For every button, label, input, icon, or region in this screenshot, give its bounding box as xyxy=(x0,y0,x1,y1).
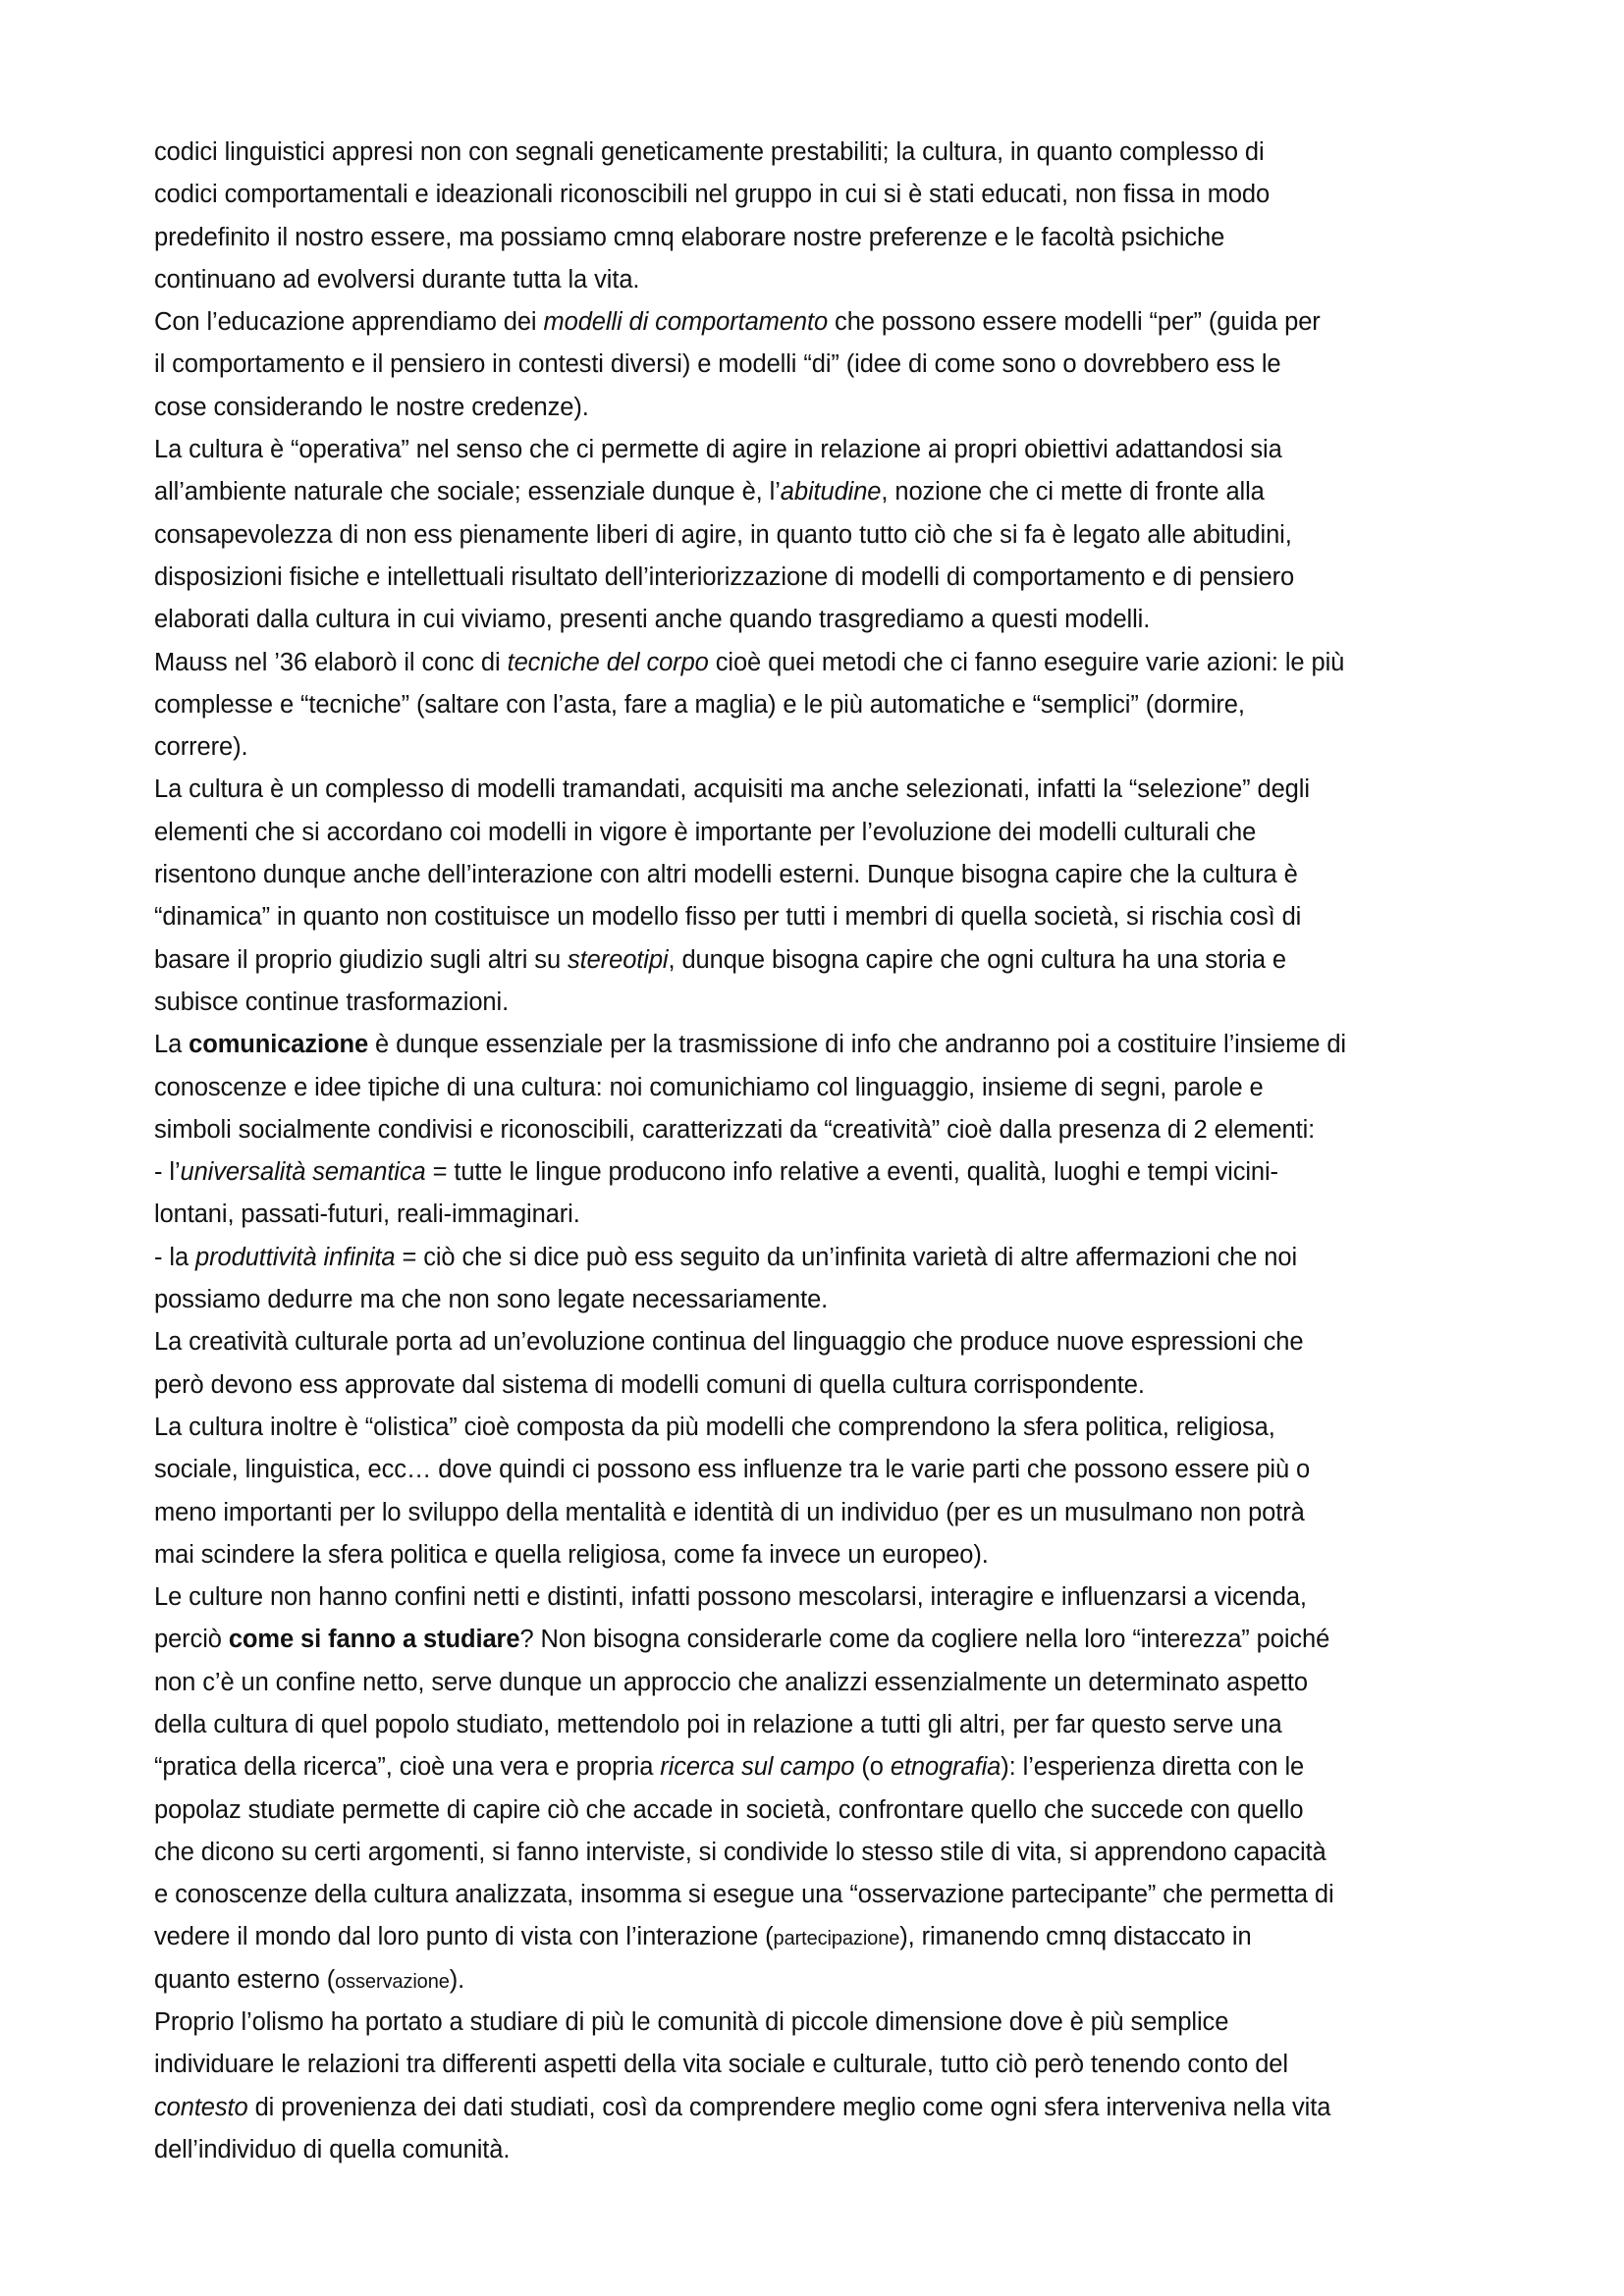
text-line xyxy=(154,1279,1489,1321)
text-segment: meno importanti per lo sviluppo della mentalità e identità di un individuo (per es un musulmano non potrà xyxy=(154,1498,1305,1526)
italic-term: modelli di comportamento xyxy=(543,308,829,337)
text-segment: elaborati dalla cultura in cui viviamo, presenti anche quando trasgrediamo a questi modelli. xyxy=(154,606,1151,634)
text-segment: disposizioni fisiche e intellettuali risultato dell’interiorizzazione di modelli di comportamento e di pensiero xyxy=(154,562,1295,591)
text-segment: , dunque bisogna capire che ogni cultura ha una storia e xyxy=(668,945,1287,974)
text-segment: cioè quei metodi che ci fanno eseguire varie azioni: le più xyxy=(708,648,1345,676)
text-line xyxy=(154,1237,1489,1279)
body-text xyxy=(154,132,1489,2171)
text-line xyxy=(154,1832,1489,1874)
text-line xyxy=(154,471,1489,513)
text-line xyxy=(154,1959,1489,2002)
text-line xyxy=(154,259,1489,301)
text-line xyxy=(154,1449,1489,1491)
text-segment: La cultura inoltre è “olistica” cioè composta da più modelli che comprendono la sfera politica, religiosa, xyxy=(154,1413,1275,1441)
text-line xyxy=(154,812,1489,854)
text-line xyxy=(154,514,1489,557)
italic-term: abitudine xyxy=(780,478,882,507)
small-note: osservazione xyxy=(335,1970,450,1993)
text-segment: perciò xyxy=(154,1626,229,1654)
text-line xyxy=(154,896,1489,938)
text-segment: La creatività culturale porta ad un’evoluzione continua del linguaggio che produce nuove espressioni che xyxy=(154,1328,1304,1357)
italic-term: contesto xyxy=(154,2093,248,2121)
text-line xyxy=(154,1151,1489,1194)
text-segment: (o xyxy=(854,1753,891,1782)
text-line xyxy=(154,684,1489,726)
text-segment: all’ambiente naturale che sociale; essenziale dunque è, l’ xyxy=(154,478,781,507)
text-segment: ? Non bisogna considerarle come da cogliere nella loro “interezza” poiché xyxy=(519,1626,1330,1654)
text-segment: lontani, passati-futuri, reali-immaginari. xyxy=(154,1201,580,1229)
text-segment: è dunque essenziale per la trasmissione di info che andranno poi a costituire l’insieme di xyxy=(368,1031,1346,1059)
italic-term: universalità semantica xyxy=(180,1158,426,1187)
text-line xyxy=(154,939,1489,982)
text-line xyxy=(154,1874,1489,1916)
text-segment: continuano ad evolversi durante tutta la vita. xyxy=(154,265,640,294)
text-segment: sociale, linguistica, ecc… dove quindi ci possono ess influenze tra le varie parti che possono essere più o xyxy=(154,1456,1311,1484)
text-line xyxy=(154,132,1489,174)
text-line xyxy=(154,217,1489,259)
text-segment: vedere il mondo dal loro punto di vista con l’interazione ( xyxy=(154,1923,774,1951)
bold-term: come si fanno a studiare xyxy=(228,1626,520,1654)
text-segment: ). xyxy=(449,1965,465,1994)
text-line xyxy=(154,1492,1489,1534)
text-line xyxy=(154,429,1489,471)
small-note: partecipazione xyxy=(773,1928,900,1950)
text-segment: Le culture non hanno confini netti e distinti, infatti possono mescolarsi, interagire e influenzarsi a vicenda, xyxy=(154,1583,1307,1612)
text-segment: individuare le relazioni tra differenti aspetti della vita sociale e culturale, tutto ciò però tenendo conto del xyxy=(154,2051,1288,2079)
text-line xyxy=(154,1789,1489,1832)
text-segment: La cultura è “operativa” nel senso che ci permette di agire in relazione ai propri obiettivi adattandosi sia xyxy=(154,436,1282,464)
text-line xyxy=(154,726,1489,769)
text-line xyxy=(154,174,1489,216)
text-segment: - l’ xyxy=(154,1158,181,1187)
bold-term: comunicazione xyxy=(189,1031,369,1059)
text-line xyxy=(154,982,1489,1024)
text-line xyxy=(154,1746,1489,1789)
text-segment: risentono dunque anche dell’interazione con altri modelli esterni. Dunque bisogna capire che la cultura è xyxy=(154,861,1298,889)
text-segment: Proprio l’olismo ha portato a studiare di più le comunità di piccole dimensione dove è più semplice xyxy=(154,2008,1229,2037)
text-segment: conoscenze e idee tipiche di una cultura: noi comunichiamo col linguaggio, insieme di segni, parole e xyxy=(154,1073,1264,1101)
text-line xyxy=(154,557,1489,599)
text-segment: ), rimanendo cmnq distaccato in xyxy=(899,1923,1252,1951)
text-segment: quanto esterno ( xyxy=(154,1965,336,1994)
text-segment: basare il proprio giudizio sugli altri su xyxy=(154,945,568,974)
text-line xyxy=(154,1067,1489,1109)
text-segment: popolaz studiate permette di capire ciò che accade in società, confrontare quello che succede con quello xyxy=(154,1795,1304,1824)
text-line xyxy=(154,1916,1489,1958)
text-line xyxy=(154,1662,1489,1704)
text-line xyxy=(154,387,1489,429)
text-segment: predefinito il nostro essere, ma possiamo cmnq elaborare nostre preferenze e le facoltà psichiche xyxy=(154,223,1225,251)
text-line xyxy=(154,344,1489,386)
text-line xyxy=(154,1704,1489,1746)
text-segment: ): l’esperienza diretta con le xyxy=(1001,1753,1305,1782)
text-line xyxy=(154,1024,1489,1066)
text-line xyxy=(154,2002,1489,2044)
text-line xyxy=(154,1321,1489,1363)
text-line xyxy=(154,1576,1489,1619)
text-line xyxy=(154,1407,1489,1449)
text-segment: codici linguistici appresi non con segnali geneticamente prestabiliti; la cultura, in quanto complesso di xyxy=(154,138,1265,166)
text-segment: non c’è un confine netto, serve dunque un approccio che analizzi essenzialmente un determinato aspetto xyxy=(154,1668,1308,1696)
text-segment: correre). xyxy=(154,733,248,762)
text-segment: subisce continue trasformazioni. xyxy=(154,988,510,1016)
text-line xyxy=(154,2129,1489,2171)
text-segment: complesse e “tecniche” (saltare con l’asta, fare a maglia) e le più automatiche e “semplici” (dormire, xyxy=(154,690,1245,719)
text-segment: della cultura di quel popolo studiato, mettendolo poi in relazione a tutti gli altri, per far questo serve una xyxy=(154,1710,1282,1738)
italic-term: etnografia xyxy=(890,1753,1001,1782)
text-segment: di provenienza dei dati studiati, così da comprendere meglio come ogni sfera interveniva nella vita xyxy=(247,2093,1331,2121)
text-line xyxy=(154,1364,1489,1407)
text-segment: “dinamica” in quanto non costituisce un modello fisso per tutti i membri di quella società, si rischia così di xyxy=(154,903,1302,932)
text-segment: = tutte le lingue producono info relative a eventi, qualità, luoghi e tempi vicini- xyxy=(425,1158,1278,1187)
text-segment: possiamo dedurre ma che non sono legate necessariamente. xyxy=(154,1286,829,1314)
text-segment: elementi che si accordano coi modelli in vigore è importante per l’evoluzione dei modelli culturali che xyxy=(154,818,1257,846)
text-line xyxy=(154,769,1489,811)
text-line xyxy=(154,1194,1489,1236)
text-segment: , nozione che ci mette di fronte alla xyxy=(881,478,1265,507)
text-line xyxy=(154,1534,1489,1576)
text-line xyxy=(154,2044,1489,2086)
text-line xyxy=(154,301,1489,344)
text-segment: Mauss nel ’36 elaborò il conc di xyxy=(154,648,508,676)
text-segment: Con l’educazione apprendiamo dei xyxy=(154,308,544,337)
italic-term: tecniche del corpo xyxy=(507,648,709,676)
text-segment: - la xyxy=(154,1243,196,1271)
text-line xyxy=(154,1619,1489,1661)
italic-term: ricerca sul campo xyxy=(660,1753,855,1782)
text-segment: cose considerando le nostre credenze). xyxy=(154,393,589,421)
text-segment: La xyxy=(154,1031,189,1059)
text-segment: mai scindere la sfera politica e quella religiosa, come fa invece un europeo). xyxy=(154,1540,989,1569)
text-segment: dell’individuo di quella comunità. xyxy=(154,2135,511,2163)
italic-term: stereotipi xyxy=(568,945,669,974)
text-segment: il comportamento e il pensiero in contesti diversi) e modelli “di” (idee di come sono o dovrebbero ess le xyxy=(154,350,1281,379)
text-line xyxy=(154,1109,1489,1151)
text-segment: che possono essere modelli “per” (guida per xyxy=(828,308,1321,337)
text-segment: La cultura è un complesso di modelli tramandati, acquisiti ma anche selezionati, infatti la “selezione” degli xyxy=(154,775,1310,804)
text-segment: codici comportamentali e ideazionali riconoscibili nel gruppo in cui si è stati educati, non fissa in modo xyxy=(154,181,1271,209)
text-line xyxy=(154,599,1489,641)
text-segment: e conoscenze della cultura analizzata, insomma si esegue una “osservazione partecipante” che permetta di xyxy=(154,1881,1334,1909)
italic-term: produttività infinita xyxy=(195,1243,396,1271)
text-segment: = ciò che si dice può ess seguito da un’infinita varietà di altre affermazioni che noi xyxy=(395,1243,1298,1271)
text-segment: “pratica della ricerca”, cioè una vera e propria xyxy=(154,1753,661,1782)
text-segment: consapevolezza di non ess pienamente liberi di agire, in quanto tutto ciò che si fa è legato alle abitudini, xyxy=(154,520,1292,549)
text-line xyxy=(154,854,1489,896)
text-segment: però devono ess approvate dal sistema di modelli comuni di quella cultura corrispondente. xyxy=(154,1370,1145,1399)
text-segment: simboli socialmente condivisi e riconoscibili, caratterizzati da “creatività” cioè dalla presenza di 2 elementi: xyxy=(154,1115,1316,1144)
text-line xyxy=(154,2087,1489,2129)
text-segment: che dicono su certi argomenti, si fanno interviste, si condivide lo stesso stile di vita, si apprendono capacità xyxy=(154,1838,1326,1866)
text-line xyxy=(154,642,1489,684)
